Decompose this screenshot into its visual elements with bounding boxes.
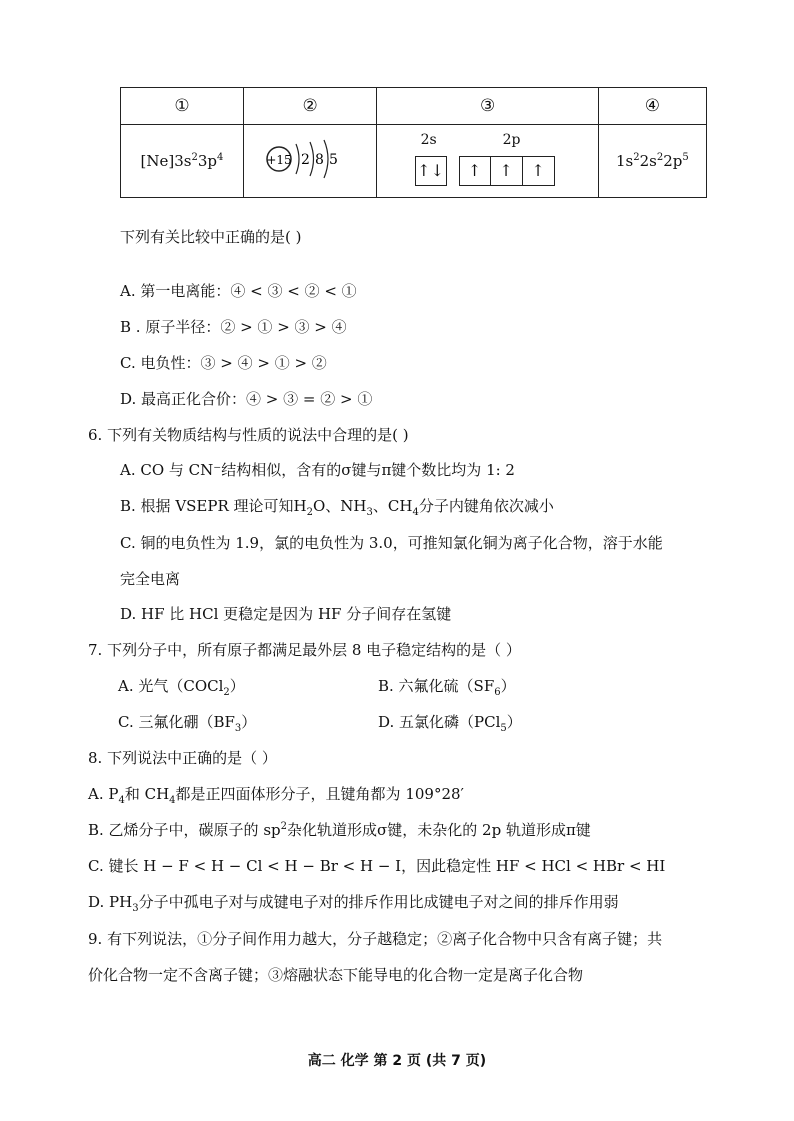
q5-option-a: A. 第一电离能：④ < ③ < ② < ① xyxy=(120,282,357,300)
orbital-2p-label: 2p xyxy=(502,132,521,148)
orbital-diagram-cell-3 xyxy=(377,125,598,198)
q7-option-a: A. 光气（COCl$_2$） xyxy=(118,677,245,698)
q8-option-a: A. $P_4$和 $CH_4$都是正四面体形分子，且键角都为 109°28′ xyxy=(88,785,464,806)
atomic-structure-cell-2 xyxy=(243,125,376,198)
q8-option-b: B. 乙烯分子中，碳原子的 $sp^2$杂化轨道形成σ键，未杂化的 2p 轨道形成π键 xyxy=(88,821,591,839)
q6-option-b: B. 根据 VSEPR 理论可知$H_2O$、$NH_3$、$CH_4$分子内键角依次减小 xyxy=(120,497,554,518)
q9-line2: 价化合物一定不含离子键；③熔融状态下能导电的化合物一定是离子化合物 xyxy=(88,966,584,984)
header-1: ① xyxy=(121,88,244,125)
shell-1-count: 2 xyxy=(301,152,311,168)
q5-option-d: D. 最高正化合价：④ > ③ = ② > ① xyxy=(120,390,373,408)
q6-option-c-line1: C. 铜的电负性为 1.9，氯的电负性为 3.0，可推知氯化铜为离子化合物，溶于水能 xyxy=(120,534,663,552)
orbital-2p-box-1: ↑ xyxy=(459,156,491,186)
atomic-structure-diagram xyxy=(265,134,355,184)
q6-stem: 6. 下列有关物质结构与性质的说法中合理的是( ) xyxy=(88,426,409,444)
q6-option-c-line2: 完全电离 xyxy=(120,570,181,588)
q7-option-c: C. 三氟化硼$(BF_3)$ xyxy=(118,713,257,734)
q6-option-d: D. HF 比 HCl 更稳定是因为 HF 分子间存在氢键 xyxy=(120,605,452,623)
orbital-2p-box-2: ↑ xyxy=(491,156,523,186)
nucleus-charge: +15 xyxy=(266,153,292,167)
header-3: ③ xyxy=(377,88,598,125)
orbital-2p-box-3: ↑ xyxy=(523,156,555,186)
header-4: ④ xyxy=(598,88,706,125)
q7-option-d: D. 五氯化磷（PCl$_5$） xyxy=(378,713,522,734)
electron-config-table xyxy=(120,87,707,198)
q7-stem: 7. 下列分子中，所有原子都满足最外层 8 电子稳定结构的是（ ） xyxy=(88,641,521,659)
page-footer: 高二 化学 第 2 页 (共 7 页) xyxy=(307,1053,487,1069)
shell-2-count: 8 xyxy=(315,152,325,168)
q8-option-d: D. $PH_3$分子中孤电子对与成键电子对的排斥作用比成键电子对之间的排斥作用弱 xyxy=(88,893,619,914)
orbital-2s-box: ↑↓ xyxy=(415,156,447,186)
q7-option-b: B. 六氟化硫$(SF_6)$ xyxy=(378,677,516,698)
q5-option-b: B . 原子半径：② > ① > ③ > ④ xyxy=(120,318,347,336)
q9-line1: 9. 有下列说法，①分子间作用力越大，分子越稳定；②离子化合物中只含有离子键；共 xyxy=(88,930,663,948)
header-2: ② xyxy=(243,88,376,125)
q5-stem: 下列有关比较中正确的是( ) xyxy=(120,228,302,246)
q6-option-a: A. CO 与 CN⁻结构相似，含有的σ键与π键个数比均为 1: 2 xyxy=(120,461,515,479)
config-cell-1: $[Ne]3s^23p^4$ xyxy=(121,125,244,198)
orbital-2s-label: 2s xyxy=(420,132,437,148)
q8-option-c: C. 键长 H − F < H − Cl < H − Br < H − I，因此稳定性 HF < HCl < HBr < HI xyxy=(88,857,666,875)
config-cell-4: $1s^22s^22p^5$ xyxy=(598,125,706,198)
shell-3-count: 5 xyxy=(329,152,339,168)
q8-stem: 8. 下列说法中正确的是（ ） xyxy=(88,749,277,767)
q5-option-c: C. 电负性：③ > ④ > ① > ② xyxy=(120,354,327,372)
